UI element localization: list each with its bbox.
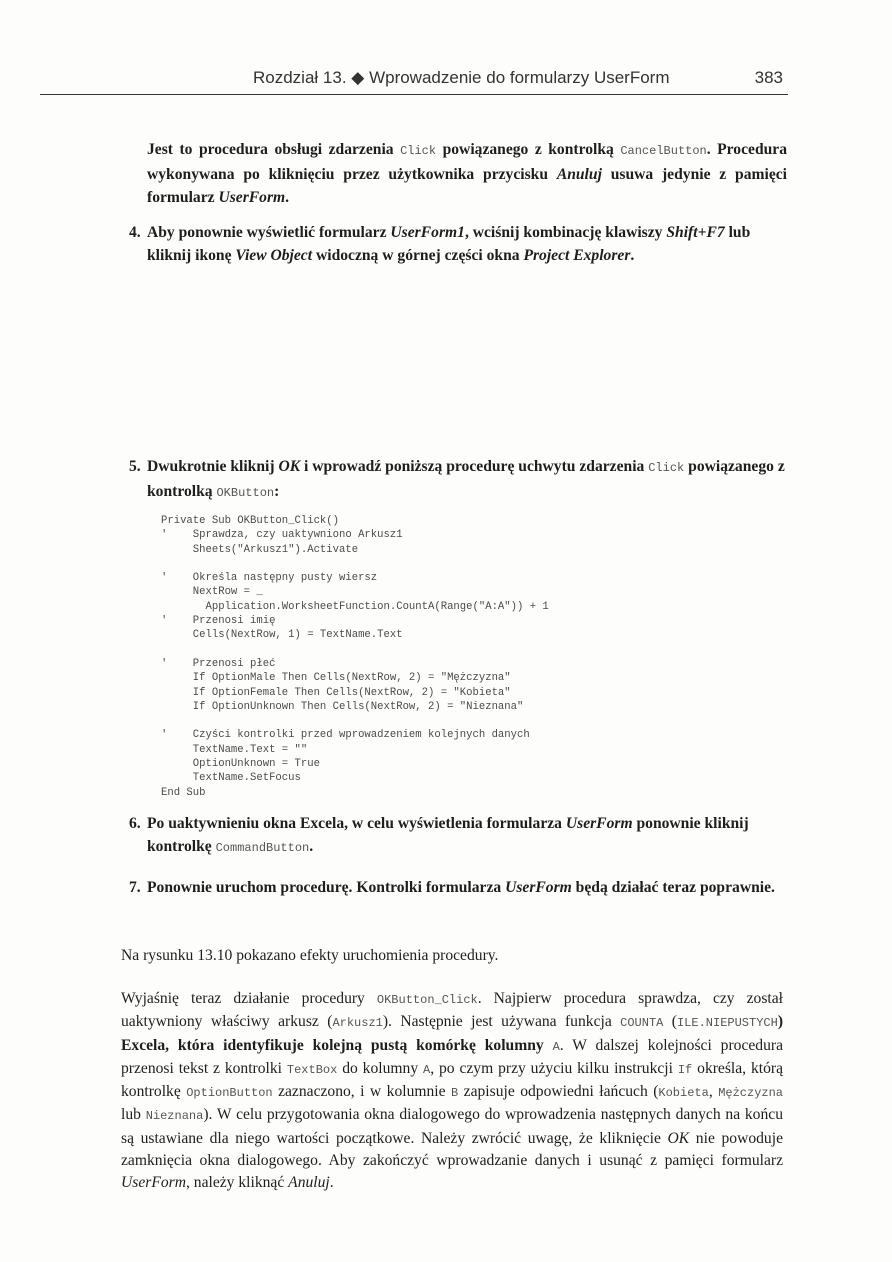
- text-run: Dwukrotnie kliknij: [147, 458, 279, 475]
- code-term: OKButton_Click: [376, 993, 478, 1007]
- code-line: Private Sub OKButton_Click(): [161, 515, 340, 527]
- code-line: OptionUnknown = True: [161, 758, 320, 771]
- code-term: OptionButton: [186, 1086, 273, 1101]
- text-run: Ponownie uruchom procedurę. Kontrolki formularza: [147, 879, 506, 896]
- code-term: A: [423, 1062, 431, 1077]
- text-run: . Procedura wykonywana po kliknięciu przez użytkownika przycisku: [147, 141, 788, 183]
- step-number: 6.: [129, 815, 141, 832]
- code-line: End Sub: [161, 786, 206, 799]
- step-4: [129, 221, 787, 267]
- text-run: Jest to procedura obsługi zdarzenia: [147, 141, 401, 158]
- text-run: zapisuje odpowiedni łańcuch (: [458, 1083, 659, 1101]
- code-line: TextName.SetFocus: [161, 772, 301, 785]
- code-line: Application.WorksheetFunction.CountA(Range("A:A")) + 1: [161, 600, 549, 613]
- italic-term: UserForm1: [390, 224, 465, 241]
- text-run: lub: [121, 1106, 146, 1124]
- step-text: [147, 455, 787, 505]
- explanation-paragraph: [121, 988, 783, 1195]
- code-line: ' Czyści kontrolki przed wprowadzeniem kolejnych danych: [161, 729, 530, 742]
- italic-term: View Object: [235, 247, 313, 264]
- code-term: If: [677, 1062, 693, 1077]
- code-line: Sheets("Arkusz1").Activate: [161, 543, 359, 556]
- text-run: (: [663, 1013, 677, 1031]
- text-run: ,: [708, 1083, 719, 1101]
- code-line: ' Przenosi imię: [161, 615, 276, 628]
- figure-reference-paragraph: Na rysunku 13.10 pokazano efekty uruchomienia procedury.: [121, 947, 499, 964]
- code-line: NextRow = _: [161, 586, 263, 599]
- running-header: [40, 64, 788, 95]
- text-run: ). Następnie jest używana funkcja: [382, 1013, 621, 1031]
- code-term: CommandButton: [215, 841, 310, 855]
- page-number: 383: [754, 68, 783, 87]
- code-term: Kobieta: [658, 1086, 709, 1101]
- chapter-title: Rozdział 13. ◆ Wprowadzenie do formularzy UserForm: [253, 68, 670, 87]
- text-run: :: [274, 483, 280, 500]
- step-5: [129, 455, 787, 505]
- code-line: If OptionUnknown Then Cells(NextRow, 2) = "Nieznana": [161, 700, 524, 713]
- step-text: [147, 221, 787, 267]
- code-line: [161, 557, 801, 571]
- text-run: , po czym przy użyciu kilku instrukcji: [430, 1059, 678, 1077]
- step-number: 4.: [129, 224, 141, 241]
- step-6: [129, 812, 787, 860]
- text-run: . Najpierw procedura sprawdza, czy został uaktywniony właściwy arkusz (: [121, 990, 783, 1031]
- italic-term: UserForm: [121, 1174, 186, 1192]
- text-run: , wciśnij kombinację klawiszy: [464, 224, 667, 241]
- text-run: .: [285, 189, 290, 206]
- text-run: określa, którą kontrolkę: [121, 1059, 783, 1101]
- step-text: [147, 876, 787, 899]
- italic-term: Project Explorer: [523, 247, 631, 264]
- code-term: ILE.NIEPUSTYCH: [676, 1016, 778, 1031]
- text-run: .: [309, 838, 314, 855]
- code-term: COUNTA: [620, 1016, 664, 1031]
- text-run: i wprowadź poniższą procedurę uchwytu zdarzenia: [300, 458, 649, 475]
- text-run: nie powoduje zamknięcia okna dialogowego. Aby zakończyć wprowadzanie danych i usunąć z pamięci formularz: [121, 1129, 783, 1170]
- code-line: Cells(NextRow, 1) = TextName.Text: [161, 629, 403, 642]
- italic-term: UserForm: [565, 815, 633, 832]
- text-run: zaznaczono, i w kolumnie: [272, 1083, 451, 1101]
- text-run: .: [630, 247, 635, 264]
- text-run: Aby ponownie wyświetlić formularz: [147, 224, 391, 241]
- text-run: do kolumny: [337, 1059, 423, 1077]
- code-term: Mężczyzna: [718, 1086, 783, 1101]
- code-line: If OptionFemale Then Cells(NextRow, 2) = "Kobieta": [161, 686, 511, 699]
- code-term: Click: [400, 144, 437, 158]
- code-line: ' Określa następny pusty wiersz: [161, 572, 378, 585]
- step-text: [147, 812, 787, 860]
- step-number: 7.: [129, 879, 141, 896]
- text-run: lub kliknij ikonę: [147, 224, 751, 264]
- italic-term: OK: [278, 458, 301, 475]
- code-line: [161, 714, 801, 728]
- italic-term: UserForm: [505, 879, 572, 896]
- italic-term: OK: [667, 1129, 690, 1147]
- text-run: widoczną w górnej części okna: [312, 247, 524, 264]
- code-line: If OptionMale Then Cells(NextRow, 2) = "Mężczyzna": [161, 672, 511, 685]
- text-run: ). W celu przygotowania okna dialogowego do wprowadzenia następnych danych na końcu są ustawiane dla niego wartości początkowe. Należy zwrócić uwagę, że kliknięcie: [121, 1106, 783, 1147]
- italic-term: Anuluj: [288, 1174, 330, 1192]
- italic-term: UserForm: [218, 189, 286, 206]
- text-run: ponownie kliknij kontrolkę: [147, 815, 749, 855]
- intro-paragraph: [147, 138, 787, 209]
- code-line: ' Przenosi płeć: [161, 657, 276, 670]
- code-term: Click: [648, 461, 685, 475]
- code-line: TextName.Text = "": [161, 743, 308, 756]
- code-term: TextBox: [286, 1062, 338, 1077]
- code-term: Arkusz1: [332, 1016, 383, 1031]
- text-run: . W dalszej kolejności procedura przenosi tekst z kontrolki: [121, 1036, 783, 1077]
- step-number: 5.: [129, 458, 141, 475]
- code-line: ' Sprawdza, czy uaktywniono Arkusz1: [161, 529, 403, 542]
- text-run: Wyjaśnię teraz działanie procedury: [121, 990, 377, 1007]
- code-term: B: [451, 1086, 459, 1101]
- code-listing: [161, 514, 801, 800]
- code-term: OKButton: [216, 486, 275, 500]
- code-term: CancelButton: [620, 144, 707, 158]
- text-run: .: [329, 1174, 334, 1192]
- step-7: [129, 876, 787, 899]
- italic-term: Anuluj: [556, 166, 602, 183]
- text-run: powiązanego z kontrolką: [436, 141, 621, 158]
- text-run: usuwa jedynie z pamięci formularz: [147, 166, 787, 206]
- italic-term: Shift+F7: [666, 224, 725, 241]
- text-run: ) Excela, która identyfikuje kolejną pustą komórkę kolumny: [121, 1013, 784, 1054]
- text-run: , należy kliknąć: [185, 1174, 289, 1192]
- code-term: Nieznana: [145, 1109, 204, 1124]
- text-run: Po uaktywnieniu okna Excela, w celu wyświetlenia formularza: [147, 815, 566, 832]
- code-line: [161, 643, 801, 657]
- code-term: A: [552, 1039, 560, 1054]
- text-run: powiązanego z kontrolką: [147, 458, 785, 500]
- text-run: będą działać teraz poprawnie.: [571, 879, 775, 896]
